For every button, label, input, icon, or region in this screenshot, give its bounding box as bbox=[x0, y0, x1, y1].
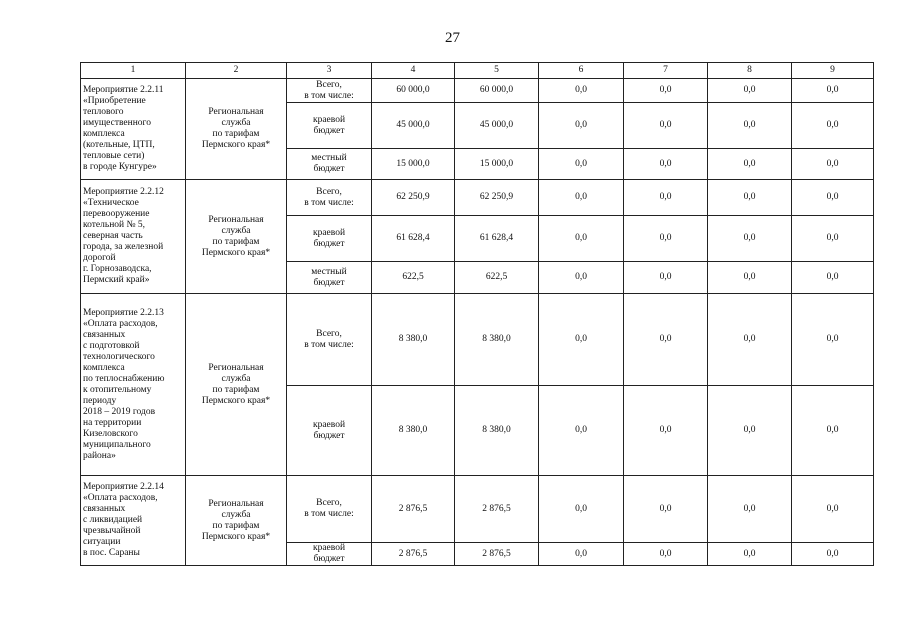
funding-source-cell: Всего, в том числе: bbox=[287, 79, 372, 103]
amount-cell-5: 60 000,0 bbox=[455, 79, 539, 103]
header-cell: 9 bbox=[792, 63, 874, 79]
amount-cell-7: 0,0 bbox=[624, 103, 708, 149]
header-cell: 1 bbox=[81, 63, 186, 79]
funding-source-cell: Всего, в том числе: bbox=[287, 476, 372, 543]
amount-cell-9: 0,0 bbox=[792, 79, 874, 103]
executor-cell: Региональная служба по тарифам Пермского края* bbox=[186, 476, 287, 566]
budget-table bbox=[80, 62, 874, 566]
amount-cell-8: 0,0 bbox=[708, 386, 792, 476]
header-cell: 3 bbox=[287, 63, 372, 79]
amount-cell-4: 8 380,0 bbox=[372, 386, 455, 476]
table-row bbox=[81, 476, 874, 543]
table-row bbox=[81, 180, 874, 216]
amount-cell-6: 0,0 bbox=[539, 216, 624, 262]
amount-cell-9: 0,0 bbox=[792, 386, 874, 476]
amount-cell-4: 60 000,0 bbox=[372, 79, 455, 103]
header-row bbox=[81, 63, 874, 79]
amount-cell-8: 0,0 bbox=[708, 476, 792, 543]
funding-source-cell: Всего, в том числе: bbox=[287, 180, 372, 216]
event-name-cell: Мероприятие 2.2.14 «Оплата расходов, связанных с ликвидацией чрезвычайной ситуации в пос. Сараны bbox=[81, 476, 186, 566]
amount-cell-4: 2 876,5 bbox=[372, 543, 455, 566]
table-row bbox=[81, 294, 874, 386]
table-row bbox=[81, 79, 874, 103]
amount-cell-4: 62 250,9 bbox=[372, 180, 455, 216]
amount-cell-6: 0,0 bbox=[539, 180, 624, 216]
amount-cell-9: 0,0 bbox=[792, 262, 874, 294]
amount-cell-6: 0,0 bbox=[539, 262, 624, 294]
amount-cell-7: 0,0 bbox=[624, 216, 708, 262]
amount-cell-4: 15 000,0 bbox=[372, 149, 455, 180]
amount-cell-6: 0,0 bbox=[539, 386, 624, 476]
amount-cell-5: 45 000,0 bbox=[455, 103, 539, 149]
amount-cell-7: 0,0 bbox=[624, 386, 708, 476]
funding-source-cell: краевой бюджет bbox=[287, 216, 372, 262]
amount-cell-6: 0,0 bbox=[539, 103, 624, 149]
event-name-cell: Мероприятие 2.2.11 «Приобретение теплового имущественного комплекса (котельные, ЦТП, тепловые сети) в городе Кунгуре» bbox=[81, 79, 186, 180]
amount-cell-6: 0,0 bbox=[539, 476, 624, 543]
amount-cell-7: 0,0 bbox=[624, 180, 708, 216]
amount-cell-6: 0,0 bbox=[539, 294, 624, 386]
amount-cell-5: 8 380,0 bbox=[455, 386, 539, 476]
amount-cell-5: 2 876,5 bbox=[455, 476, 539, 543]
funding-source-cell: Всего, в том числе: bbox=[287, 294, 372, 386]
event-name-cell: Мероприятие 2.2.13 «Оплата расходов, связанных с подготовкой технологического комплекса по теплоснабжению к отопительному периоду 2018 – 2019 годов на территории Кизеловского муниципального района» bbox=[81, 294, 186, 476]
amount-cell-9: 0,0 bbox=[792, 103, 874, 149]
executor-cell: Региональная служба по тарифам Пермского края* bbox=[186, 79, 287, 180]
amount-cell-7: 0,0 bbox=[624, 149, 708, 180]
amount-cell-6: 0,0 bbox=[539, 79, 624, 103]
funding-source-cell: краевой бюджет bbox=[287, 543, 372, 566]
amount-cell-8: 0,0 bbox=[708, 262, 792, 294]
header-cell: 7 bbox=[624, 63, 708, 79]
amount-cell-7: 0,0 bbox=[624, 262, 708, 294]
amount-cell-5: 15 000,0 bbox=[455, 149, 539, 180]
page-number: 27 bbox=[445, 30, 460, 46]
amount-cell-9: 0,0 bbox=[792, 543, 874, 566]
amount-cell-8: 0,0 bbox=[708, 216, 792, 262]
funding-source-cell: краевой бюджет bbox=[287, 103, 372, 149]
amount-cell-8: 0,0 bbox=[708, 180, 792, 216]
amount-cell-6: 0,0 bbox=[539, 543, 624, 566]
amount-cell-8: 0,0 bbox=[708, 543, 792, 566]
amount-cell-8: 0,0 bbox=[708, 294, 792, 386]
funding-source-cell: краевой бюджет bbox=[287, 386, 372, 476]
amount-cell-5: 61 628,4 bbox=[455, 216, 539, 262]
funding-source-cell: местный бюджет bbox=[287, 149, 372, 180]
amount-cell-9: 0,0 bbox=[792, 476, 874, 543]
amount-cell-7: 0,0 bbox=[624, 294, 708, 386]
amount-cell-8: 0,0 bbox=[708, 79, 792, 103]
amount-cell-4: 61 628,4 bbox=[372, 216, 455, 262]
header-cell: 8 bbox=[708, 63, 792, 79]
amount-cell-5: 2 876,5 bbox=[455, 543, 539, 566]
funding-source-cell: местный бюджет bbox=[287, 262, 372, 294]
amount-cell-6: 0,0 bbox=[539, 149, 624, 180]
amount-cell-9: 0,0 bbox=[792, 216, 874, 262]
header-cell: 4 bbox=[372, 63, 455, 79]
executor-cell: Региональная служба по тарифам Пермского края* bbox=[186, 180, 287, 294]
amount-cell-4: 2 876,5 bbox=[372, 476, 455, 543]
amount-cell-7: 0,0 bbox=[624, 476, 708, 543]
header-cell: 5 bbox=[455, 63, 539, 79]
header-cell: 6 bbox=[539, 63, 624, 79]
amount-cell-8: 0,0 bbox=[708, 149, 792, 180]
amount-cell-5: 62 250,9 bbox=[455, 180, 539, 216]
amount-cell-4: 45 000,0 bbox=[372, 103, 455, 149]
amount-cell-9: 0,0 bbox=[792, 149, 874, 180]
amount-cell-8: 0,0 bbox=[708, 103, 792, 149]
amount-cell-7: 0,0 bbox=[624, 543, 708, 566]
executor-cell: Региональная служба по тарифам Пермского края* bbox=[186, 294, 287, 476]
event-name-cell: Мероприятие 2.2.12 «Техническое перевооружение котельной № 5, северная часть города, за железной дорогой г. Горнозаводска, Пермский край» bbox=[81, 180, 186, 294]
amount-cell-4: 8 380,0 bbox=[372, 294, 455, 386]
amount-cell-9: 0,0 bbox=[792, 294, 874, 386]
amount-cell-7: 0,0 bbox=[624, 79, 708, 103]
amount-cell-4: 622,5 bbox=[372, 262, 455, 294]
header-cell: 2 bbox=[186, 63, 287, 79]
amount-cell-5: 8 380,0 bbox=[455, 294, 539, 386]
amount-cell-5: 622,5 bbox=[455, 262, 539, 294]
amount-cell-9: 0,0 bbox=[792, 180, 874, 216]
